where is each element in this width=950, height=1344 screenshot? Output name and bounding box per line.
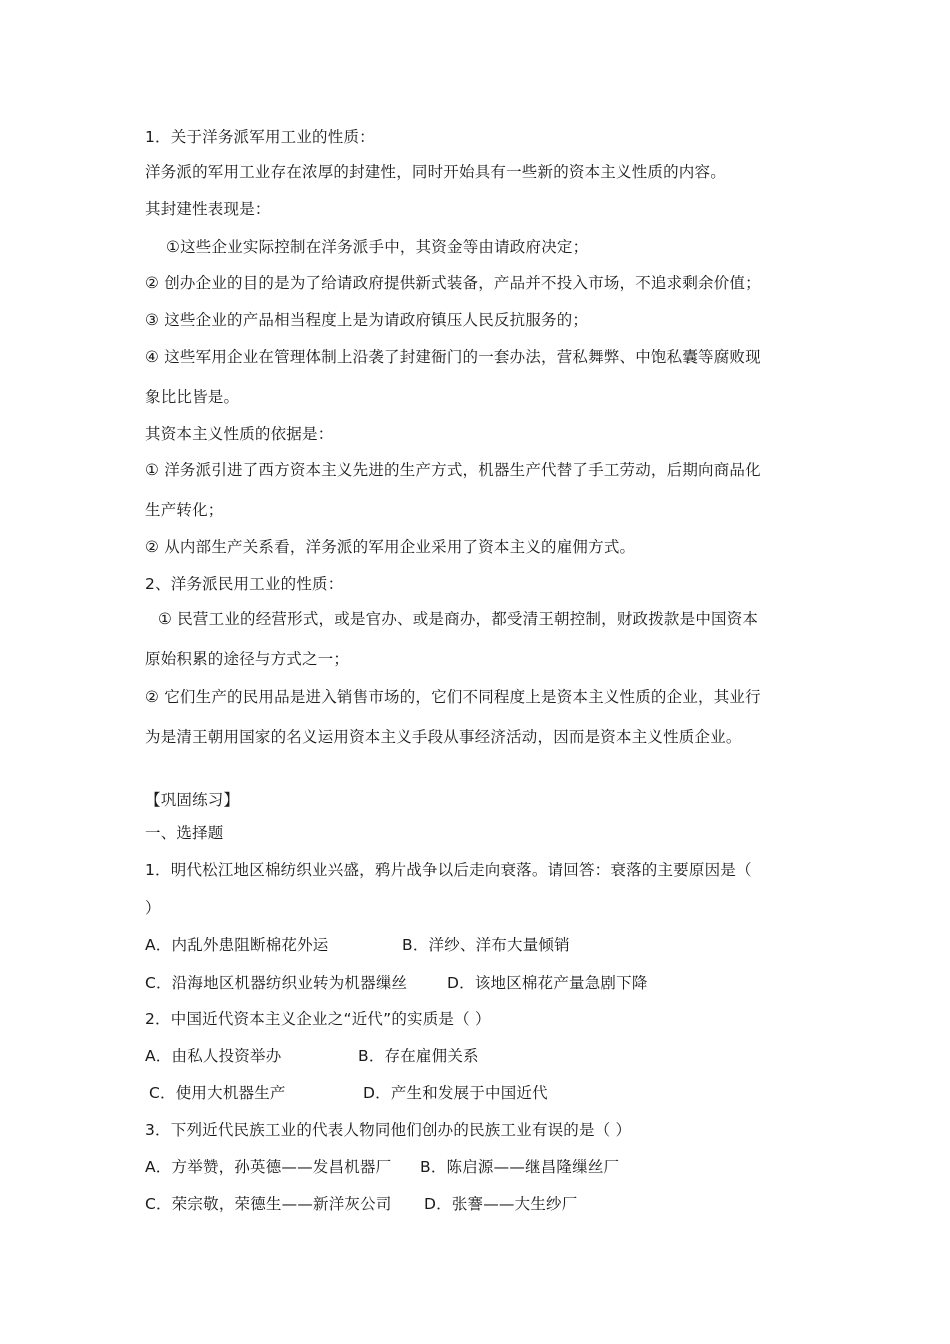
question-1-stem-end: ） (145, 899, 161, 917)
question-2-stem: 2．中国近代资本主义企业之“近代”的实质是（ ） (145, 1010, 491, 1028)
question-3-option-b: B．陈启源——继昌隆缫丝厂 (420, 1158, 620, 1176)
question-2-option-a: A．由私人投资举办 (145, 1047, 282, 1065)
question-1-stem: 1．明代松江地区棉纺织业兴盛，鸦片战争以后走向衰落。请回答：衰落的主要原因是（ (145, 861, 752, 879)
capitalist-title: 其资本主义性质的依据是： (145, 425, 334, 443)
question-1-option-b: B．洋纱、洋布大量倾销 (402, 936, 570, 954)
exercise-subtitle: 一、选择题 (145, 824, 224, 842)
section2-item: ② 它们生产的民用品是进入销售市场的，它们不同程度上是资本主义性质的企业，其业行 (145, 688, 761, 706)
feudal-item: ④ 这些军用企业在管理体制上沿袭了封建衙门的一套办法，营私舞弊、中饱私囊等腐败现 (145, 348, 761, 366)
question-1-option-c: C．沿海地区机器纺织业转为机器缫丝 (145, 974, 408, 992)
question-2-option-b: B．存在雇佣关系 (358, 1047, 479, 1065)
question-3-option-c: C．荣宗敬，荣德生——新洋灰公司 (145, 1195, 392, 1213)
question-1-option-a: A．内乱外患阻断棉花外运 (145, 936, 329, 954)
capitalist-item: ② 从内部生产关系看，洋务派的军用企业采用了资本主义的雇佣方式。 (145, 538, 636, 556)
feudal-title: 其封建性表现是： (145, 200, 271, 218)
question-3-option-d: D．张謇——大生纱厂 (424, 1195, 578, 1213)
section1-heading: 1．关于洋务派军用工业的性质： (145, 128, 375, 146)
exercise-title: 【巩固练习】 (145, 791, 240, 809)
section2-item: 原始积累的途径与方式之一； (145, 650, 350, 668)
capitalist-item: ① 洋务派引进了西方资本主义先进的生产方式，机器生产代替了手工劳动，后期向商品化 (145, 461, 761, 479)
question-2-option-d: D．产生和发展于中国近代 (363, 1084, 548, 1102)
section1-intro: 洋务派的军用工业存在浓厚的封建性，同时开始具有一些新的资本主义性质的内容。 (145, 163, 726, 181)
question-2-option-c: C．使用大机器生产 (149, 1084, 286, 1102)
section2-item: 为是清王朝用国家的名义运用资本主义手段从事经济活动，因而是资本主义性质企业。 (145, 728, 742, 746)
feudal-item: ② 创办企业的目的是为了给请政府提供新式装备，产品并不投入市场，不追求剩余价值； (145, 274, 761, 292)
feudal-item: ③ 这些企业的产品相当程度上是为请政府镇压人民反抗服务的； (145, 311, 589, 329)
section2-item: ① 民营工业的经营形式，或是官办、或是商办，都受清王朝控制，财政拨款是中国资本 (158, 610, 759, 628)
question-1-option-d: D．该地区棉花产量急剧下降 (447, 974, 648, 992)
section2-heading: 2、洋务派民用工业的性质： (145, 575, 344, 593)
feudal-item: 象比比皆是。 (145, 388, 240, 406)
feudal-item: ①这些企业实际控制在洋务派手中，其资金等由请政府决定； (166, 238, 589, 256)
capitalist-item: 生产转化； (145, 501, 224, 519)
question-3-stem: 3．下列近代民族工业的代表人物同他们创办的民族工业有误的是（ ） (145, 1121, 632, 1139)
question-3-option-a: A．方举赞，孙英德——发昌机器厂 (145, 1158, 392, 1176)
